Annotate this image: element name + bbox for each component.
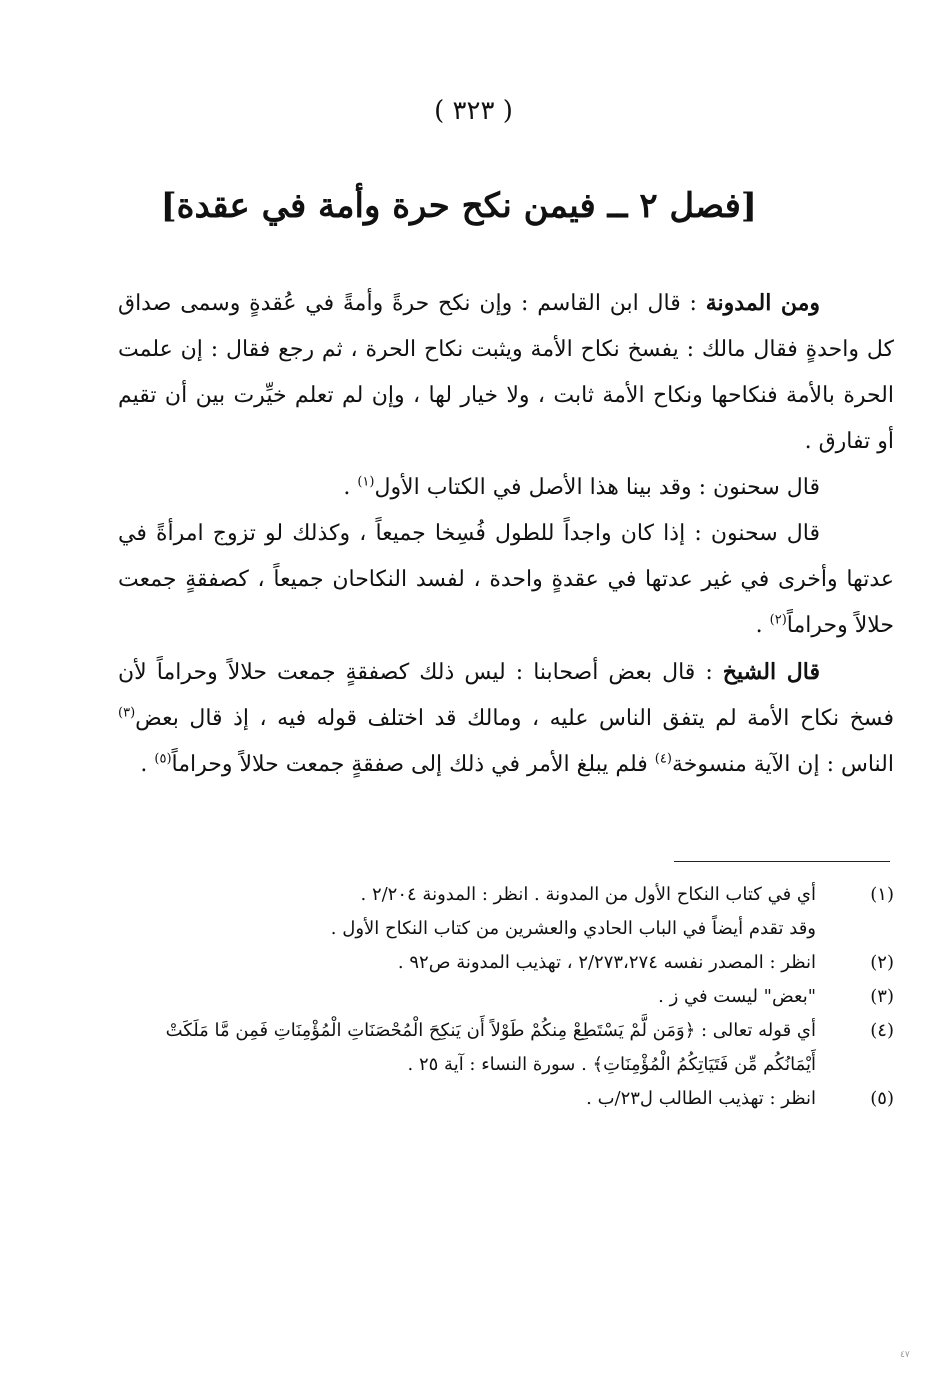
footnote-ref[interactable]: (٥) bbox=[154, 751, 172, 767]
footnote-item bbox=[110, 1014, 894, 1082]
paragraph-tail: . bbox=[140, 752, 155, 777]
footnote-item bbox=[110, 980, 894, 1014]
footnote-item bbox=[110, 946, 894, 980]
page-number: ( ٣٢٣ ) bbox=[434, 96, 513, 126]
paragraph-text: قال سحنون : وقد بينا هذا الأصل في الكتاب الأول bbox=[374, 475, 820, 500]
footnote-separator bbox=[674, 861, 890, 862]
paragraph-3 bbox=[118, 511, 894, 649]
paragraph-text: : قال ابن القاسم : وإن نكح حرةً وأمةً في عُقدةٍ وسمى صداق كل واحدةٍ فقال مالك : يفسخ نكاح الأمة ويثبت نكاح الحرة ، ثم رجع فقال : إن علمت الحرة بالأمة فنكاحها ونكاح الأمة ثابت ، ولا خيار لها ، وإن لم تعلم خيِّرت بين أن تقيم أو تفارق . bbox=[118, 291, 894, 454]
paragraph-tail: . bbox=[343, 475, 358, 500]
paragraph-text: قال سحنون : إذا كان واجداً للطول فُسِخا جميعاً ، وكذلك لو تزوج امرأةً في عدتها وأخرى في غير عدتها في عقدةٍ واحدة ، لفسد النكاحان جميعاً ، كصفقةٍ جمعت حلالاً وحراماً bbox=[118, 521, 894, 638]
footnote-text bbox=[110, 1082, 816, 1116]
main-text bbox=[118, 280, 894, 788]
footnote-text bbox=[110, 946, 816, 980]
footnote-text bbox=[110, 878, 816, 946]
paragraph-text: : قال بعض أصحابنا : ليس ذلك كصفقةٍ جمعت حلالاً وحراماً لأن فسخ نكاح الأمة لم يتفق الناس عليه ، ومالك قد اختلف قوله فيه ، إذ قال بعض bbox=[118, 660, 894, 731]
paragraph-text: فلم يبلغ الأمر في ذلك إلى صفقةٍ جمعت حلالاً وحراماً bbox=[171, 752, 655, 777]
paragraph-text: الناس : إن الآية منسوخة bbox=[671, 752, 894, 777]
paragraph-tail: . bbox=[755, 613, 770, 638]
footnote-number: (١) bbox=[870, 884, 894, 905]
footnote-number: (٣) bbox=[870, 986, 894, 1007]
footnote-ref[interactable]: (٣) bbox=[118, 705, 136, 721]
footnote-line: انظر : المصدر نفسه ٢/٢٧٣،٢٧٤ ، تهذيب المدونة ص٩٢ . bbox=[397, 952, 816, 973]
footnote-line: أَيْمَانُكُم مِّن فَتَيَاتِكُمُ الْمُؤْمِنَاتِ﴾ . سورة النساء : آية ٢٥ . bbox=[407, 1054, 816, 1075]
footnote-item bbox=[110, 878, 894, 946]
footnotes bbox=[110, 878, 894, 1116]
chapter-title: [فصل ٢ ــ فيمن نكح حرة وأمة في عقدة] bbox=[160, 186, 757, 226]
footnote-number: (٤) bbox=[870, 1020, 894, 1041]
footnote-line: وقد تقدم أيضاً في الباب الحادي والعشرين من كتاب النكاح الأول . bbox=[330, 918, 816, 939]
corner-mark: ٤٧ bbox=[900, 1350, 910, 1360]
footnote-line: انظر : تهذيب الطالب ل٢٣/ب . bbox=[586, 1088, 816, 1109]
footnote-item bbox=[110, 1082, 894, 1116]
footnote-line: أي في كتاب النكاح الأول من المدونة . انظر : المدونة ٢/٢٠٤ . bbox=[360, 884, 816, 905]
footnote-number: (٢) bbox=[870, 952, 894, 973]
footnote-ref[interactable]: (١) bbox=[357, 474, 375, 490]
footnote-ref[interactable]: (٢) bbox=[769, 612, 787, 628]
footnote-number: (٥) bbox=[870, 1088, 894, 1109]
footnote-ref[interactable]: (٤) bbox=[654, 751, 672, 767]
paragraph-4 bbox=[118, 649, 894, 788]
footnote-text bbox=[110, 1014, 816, 1082]
paragraph-2 bbox=[118, 465, 894, 511]
paragraph-lead: ومن المدونة bbox=[705, 290, 820, 316]
paragraph-lead: قال الشيخ bbox=[722, 659, 820, 685]
footnote-text bbox=[110, 980, 816, 1014]
footnote-line: "بعض" ليست في ز . bbox=[658, 986, 816, 1007]
footnote-line: أي قوله تعالى : ﴿وَمَن لَّمْ يَسْتَطِعْ مِنكُمْ طَوْلاً أَن يَنكِحَ الْمُحْصَنَاتِ الْمُؤْمِنَاتِ فَمِن مَّا مَلَكَتْ bbox=[165, 1020, 816, 1041]
paragraph-1 bbox=[118, 280, 894, 465]
